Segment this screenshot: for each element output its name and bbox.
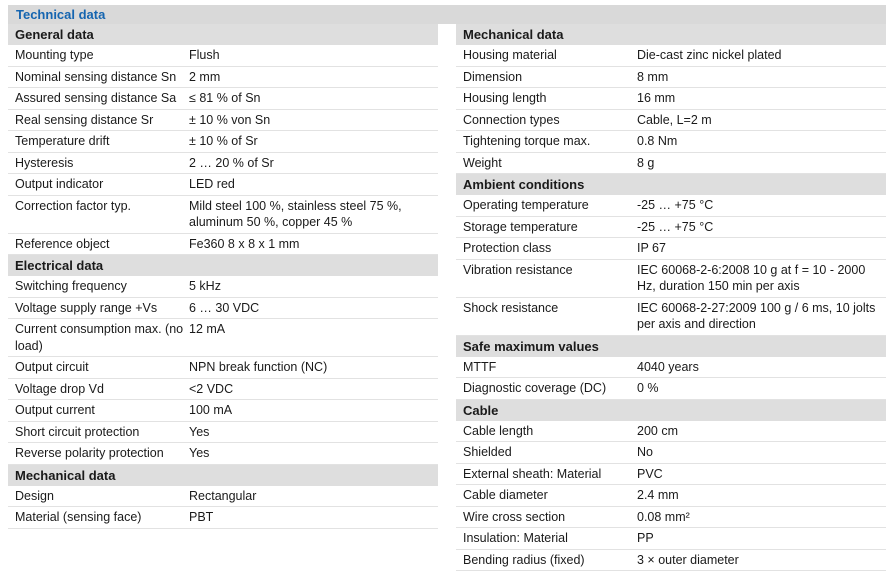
table-row xyxy=(456,238,886,260)
right-column xyxy=(456,24,886,571)
property-value: IEC 60068-2-6:2008 10 g at f = 10 - 2000 Hz, duration 150 min per axis xyxy=(637,262,866,293)
table-row xyxy=(456,528,886,550)
table-row xyxy=(456,378,886,400)
property-value: 2 … 20 % of Sr xyxy=(189,155,274,170)
table-row xyxy=(456,195,886,217)
property-label: External sheath: Material xyxy=(463,466,602,481)
table-row xyxy=(456,485,886,507)
table-row xyxy=(8,507,438,529)
section-header-cable: Cable xyxy=(456,400,886,421)
table-row xyxy=(456,298,886,336)
property-label: MTTF xyxy=(463,359,497,374)
table-row xyxy=(8,67,438,89)
property-label: Hysteresis xyxy=(15,155,74,170)
property-value: 8 g xyxy=(637,155,655,170)
property-label: Housing length xyxy=(463,91,547,105)
table-row xyxy=(456,357,886,379)
property-value: ± 10 % of Sr xyxy=(189,134,258,148)
table-row xyxy=(8,45,438,67)
property-value: Yes xyxy=(189,446,210,460)
table-row xyxy=(8,276,438,298)
property-label: Voltage supply range +Vs xyxy=(15,300,158,315)
table-row xyxy=(8,110,438,132)
property-label: Shock resistance xyxy=(463,300,559,315)
table-row xyxy=(456,550,886,572)
table-row xyxy=(456,464,886,486)
property-label: Wire cross section xyxy=(463,509,566,524)
table-row xyxy=(456,153,886,175)
property-value: 16 mm xyxy=(637,91,676,105)
section-header-general-data: General data xyxy=(8,24,438,45)
property-label: Real sensing distance Sr xyxy=(15,112,154,127)
property-label: Reverse polarity protection xyxy=(15,446,164,460)
property-value: Fe360 8 x 8 x 1 mm xyxy=(189,236,300,251)
property-label: Housing material xyxy=(463,48,557,62)
property-value: Cable, L=2 m xyxy=(637,112,712,127)
property-value: IP 67 xyxy=(637,241,666,255)
property-value: <2 VDC xyxy=(189,381,234,396)
property-value: -25 … +75 °C xyxy=(637,198,714,212)
property-value: Die-cast zinc nickel plated xyxy=(637,48,782,62)
table-row xyxy=(456,421,886,443)
section-header-electrical-data: Electrical data xyxy=(8,255,438,276)
table-row xyxy=(456,442,886,464)
property-label: Operating temperature xyxy=(463,198,589,212)
property-value: PVC xyxy=(637,466,663,481)
property-value: Yes xyxy=(189,424,210,439)
table-row xyxy=(8,174,438,196)
property-label: Temperature drift xyxy=(15,134,110,148)
table-row xyxy=(8,443,438,465)
property-value: PP xyxy=(637,531,654,545)
property-label: Vibration resistance xyxy=(463,262,573,277)
table-row xyxy=(456,131,886,153)
table-row xyxy=(8,422,438,444)
property-label: Output current xyxy=(15,403,95,417)
property-value: 6 … 30 VDC xyxy=(189,300,260,315)
property-label: Storage temperature xyxy=(463,219,578,234)
property-value: 100 mA xyxy=(189,403,233,417)
property-label: Reference object xyxy=(15,236,110,251)
section-header-mechanical-data: Mechanical data xyxy=(8,465,438,486)
property-value: 200 cm xyxy=(637,423,678,438)
table-row xyxy=(456,45,886,67)
property-value: -25 … +75 °C xyxy=(637,219,714,234)
property-label: Nominal sensing distance Sn xyxy=(15,69,177,84)
property-label: Insulation: Material xyxy=(463,531,568,545)
property-label: Weight xyxy=(463,155,502,170)
property-value: 3 × outer diameter xyxy=(637,552,739,567)
section-header-ambient-conditions: Ambient conditions xyxy=(456,174,886,195)
property-value: Flush xyxy=(189,48,220,62)
property-label: Cable length xyxy=(463,423,534,438)
table-row xyxy=(8,88,438,110)
table-row xyxy=(8,400,438,422)
property-value: 0.8 Nm xyxy=(637,134,678,148)
property-value: 0 % xyxy=(637,381,659,395)
property-label: Cable diameter xyxy=(463,488,548,502)
property-value: 5 kHz xyxy=(189,279,221,293)
table-row xyxy=(8,131,438,153)
property-value: ± 10 % von Sn xyxy=(189,112,271,127)
property-label: Switching frequency xyxy=(15,279,127,293)
property-label: Material (sensing face) xyxy=(15,510,142,524)
property-value: Rectangular xyxy=(189,488,257,503)
property-label: Mounting type xyxy=(15,48,94,62)
section-header-mechanical-data: Mechanical data xyxy=(456,24,886,45)
section-header-safe-maximum-values: Safe maximum values xyxy=(456,336,886,357)
property-label: Correction factor typ. xyxy=(15,198,132,213)
table-row xyxy=(8,153,438,175)
table-row xyxy=(456,88,886,110)
property-value: No xyxy=(637,445,653,459)
property-value: 2.4 mm xyxy=(637,488,679,502)
table-row xyxy=(456,110,886,132)
property-value: LED red xyxy=(189,177,235,191)
property-value: ≤ 81 % of Sn xyxy=(189,91,261,105)
property-label: Current consumption max. (no load) xyxy=(15,322,184,353)
property-value: PBT xyxy=(189,510,214,524)
table-row xyxy=(456,217,886,239)
table-row xyxy=(8,234,438,256)
property-value: IEC 60068-2-27:2009 100 g / 6 ms, 10 jolts per axis and direction xyxy=(637,300,876,331)
property-label: Assured sensing distance Sa xyxy=(15,91,177,105)
property-label: Output indicator xyxy=(15,177,104,191)
table-row xyxy=(8,486,438,508)
table-row xyxy=(456,260,886,298)
property-value: 8 mm xyxy=(637,69,669,84)
page-title: Technical data xyxy=(8,5,886,24)
property-value: NPN break function (NC) xyxy=(189,360,328,374)
property-label: Connection types xyxy=(463,112,560,127)
property-label: Shielded xyxy=(463,445,512,459)
property-value: 4040 years xyxy=(637,359,699,374)
property-label: Dimension xyxy=(463,69,523,84)
table-row xyxy=(8,196,438,234)
left-column xyxy=(8,24,438,529)
property-label: Design xyxy=(15,488,54,503)
property-label: Output circuit xyxy=(15,360,89,374)
property-value: 2 mm xyxy=(189,69,221,84)
property-value: 0.08 mm² xyxy=(637,509,690,524)
property-label: Tightening torque max. xyxy=(463,134,591,148)
property-value: 12 mA xyxy=(189,322,226,336)
property-label: Short circuit protection xyxy=(15,424,140,439)
property-label: Diagnostic coverage (DC) xyxy=(463,381,607,395)
property-value: Mild steel 100 %, stainless steel 75 %, aluminum 50 %, copper 45 % xyxy=(189,198,402,229)
table-row xyxy=(8,379,438,401)
property-label: Voltage drop Vd xyxy=(15,381,104,396)
table-row xyxy=(8,319,438,357)
property-label: Protection class xyxy=(463,241,552,255)
property-label: Bending radius (fixed) xyxy=(463,552,585,567)
table-row xyxy=(8,298,438,320)
table-row xyxy=(8,357,438,379)
table-row xyxy=(456,507,886,529)
table-row xyxy=(456,67,886,89)
